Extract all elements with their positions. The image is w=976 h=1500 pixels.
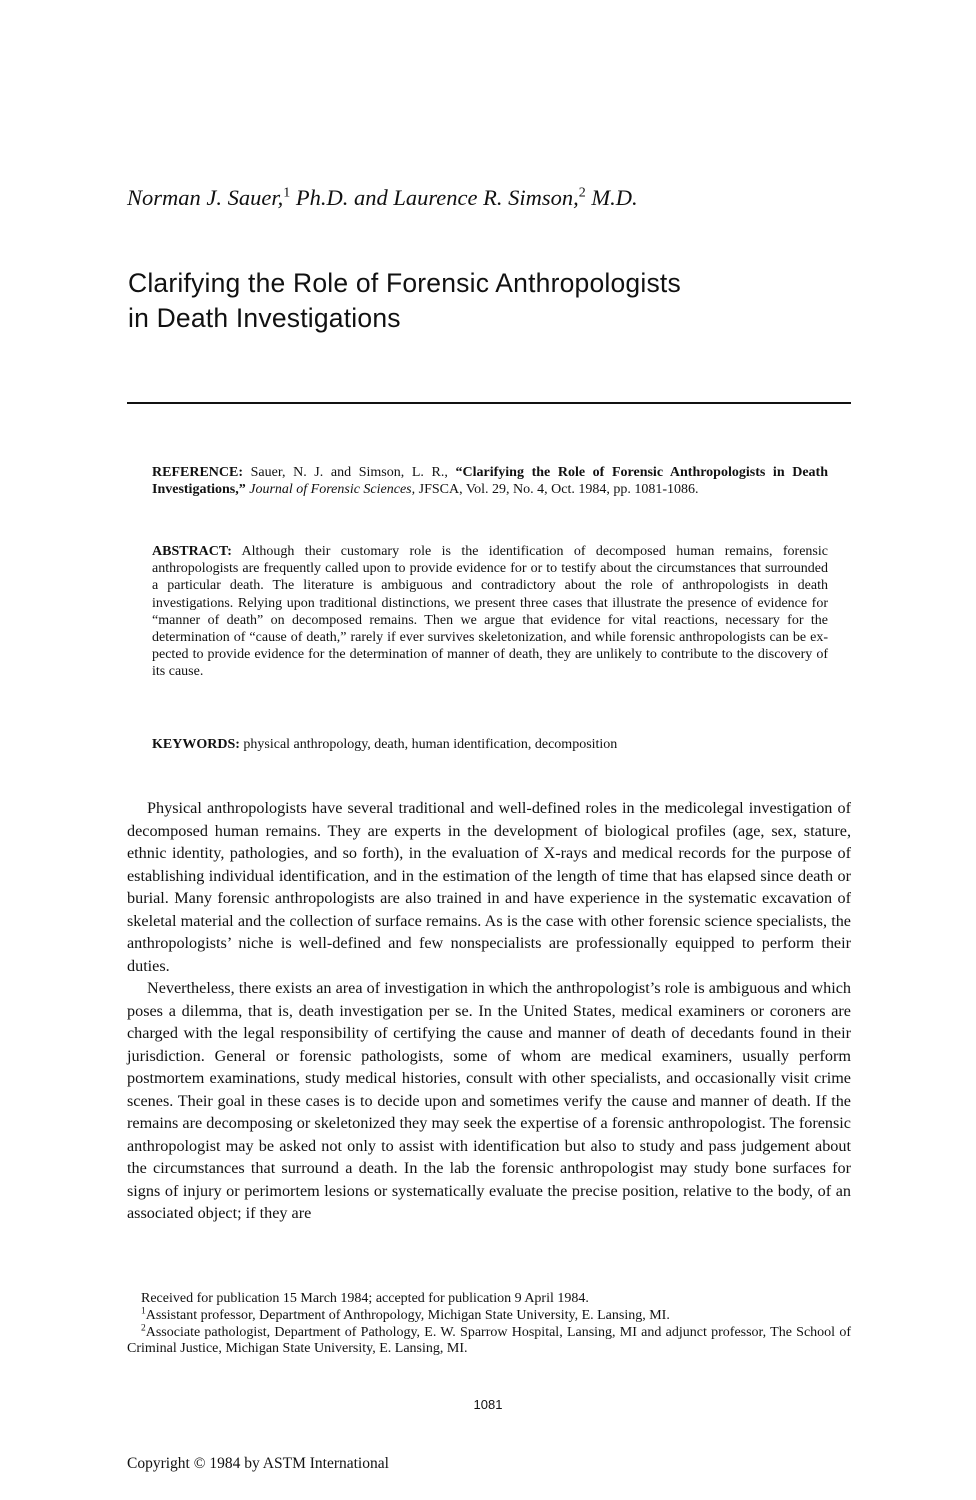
footnote-received: Received for publication 15 March 1984; accepted for publication 9 April 1984. xyxy=(141,1291,589,1306)
title-line-1: Clarifying the Role of Forensic Anthropologists xyxy=(128,268,681,298)
body-paragraph-1: Physical anthropologists have several traditional and well-defined roles in the medicolegal investigation of decomposed human remains. They are experts in the development of biological profiles (age, sex, stature, ethnic identity, pathologies, and so forth), in the evaluation of X-rays and medical records for the purpose of establishing individual identification, and in the estimation of the length of time that has elapsed since death or burial. Many forensic anthropologists are also trained in and have experience in the systematic excavation of skeletal material and the collection of surface remains. As is the case with other forensic science specialists, the anthropologists’ niche is well-defined and few nonspecialists are professionally equipped to perform their duties. xyxy=(127,799,851,975)
author-line xyxy=(127,183,887,213)
page-number: 1081 xyxy=(473,1397,503,1412)
footnote-1 xyxy=(127,1308,851,1325)
body-text xyxy=(127,797,851,1225)
author-1-degree-and-author-2: Ph.D. and Laurence R. Simson, xyxy=(295,185,579,210)
article-title xyxy=(128,266,848,336)
reference-authors: Sauer, N. J. and Simson, L. R., xyxy=(250,465,448,480)
copyright-notice: Copyright © 1984 by ASTM International xyxy=(127,1455,389,1472)
footnote-2 xyxy=(127,1322,851,1359)
keywords-text: physical anthropology, death, human identification, decomposition xyxy=(243,737,618,752)
footnote-1-text: Assistant professor, Department of Anthropology, Michigan State University, E. Lansing, MI. xyxy=(145,1307,670,1323)
author-1-footnote-mark: 1 xyxy=(283,185,291,201)
author-2-degree: M.D. xyxy=(591,185,638,210)
author-2-footnote-mark: 2 xyxy=(578,185,586,201)
reference-label: REFERENCE: xyxy=(152,465,244,480)
keywords-block xyxy=(152,736,828,753)
reference-journal: Journal of Forensic Sciences, xyxy=(249,482,416,498)
body-paragraph-2: Nevertheless, there exists an area of investigation in which the anthropologist’s role is ambiguous and which poses a dilemma, that is, death investigation per se. In the United States, medical examiners or coroners are charged with the legal responsibility of certifying the cause and manner of death of decedants found in their jurisdiction. General or forensic pathologists, some of whom are medical examiners, usually perform postmortem examinations, study medical histories, consult with other specialists, and occasionally visit crime scenes. Their goal in these cases is to decide upon and sometimes verify the cause and manner of death. If the remains are decomposing or skeletonized they may seek the expertise of a forensic anthropologist. The forensic anthropologist may be asked not only to assist with identification but also to study and pass judgement about the circumstances that surround a death. In the lab the forensic anthropologist may study bone surfaces for signs of injury or perimortem lesions or systematically evaluate the precise position, relative to the body, of an associated object; if they are xyxy=(127,979,851,1222)
footnote-2-text: Associate pathologist, Department of Pathology, E. W. Sparrow Hospital, Lansing, MI and adjunct professor, The School of Criminal Justice, Michigan State University, E. Lansing, MI. xyxy=(127,1324,851,1357)
footnote-1-mark: 1 xyxy=(141,1306,146,1317)
footnotes xyxy=(127,1291,851,1358)
footnote-2-mark: 2 xyxy=(141,1322,146,1333)
reference-block xyxy=(152,464,828,498)
keywords-label: KEYWORDS: xyxy=(152,737,240,752)
title-line-2: in Death Investigations xyxy=(128,303,401,333)
abstract-label: ABSTRACT: xyxy=(152,544,232,559)
title-divider xyxy=(127,402,851,404)
reference-article-title: “Clarifying the Role of Forensic Anthropologists in Death Investigations,” xyxy=(152,465,829,498)
reference-citation: JFSCA, Vol. 29, No. 4, Oct. 1984, pp. 1081-1086. xyxy=(418,482,699,498)
author-1-name: Norman J. Sauer, xyxy=(127,185,284,210)
abstract-block xyxy=(152,543,828,681)
abstract-text: Although their customary role is the identification of decomposed human remains, forensic anthropologists are frequently called upon to provide evidence for or to testify about the circumstances that surrounded a particular death. The literature is ambiguous and contradictory about the role of anthropologists in death investigations. Relying upon traditional distinctions, we present three cases that illustrate the presence of evidence for “manner of death” on decomposed remains. Then we argue that evidence for vital reactions, necessary for the determination of “cause of death,” rarely if ever survives skeletonization, and while forensic anthropologists can be expected to provide evidence for the determination of manner of death, they are unlikely to contribute to the discovery of its cause. xyxy=(152,544,828,680)
